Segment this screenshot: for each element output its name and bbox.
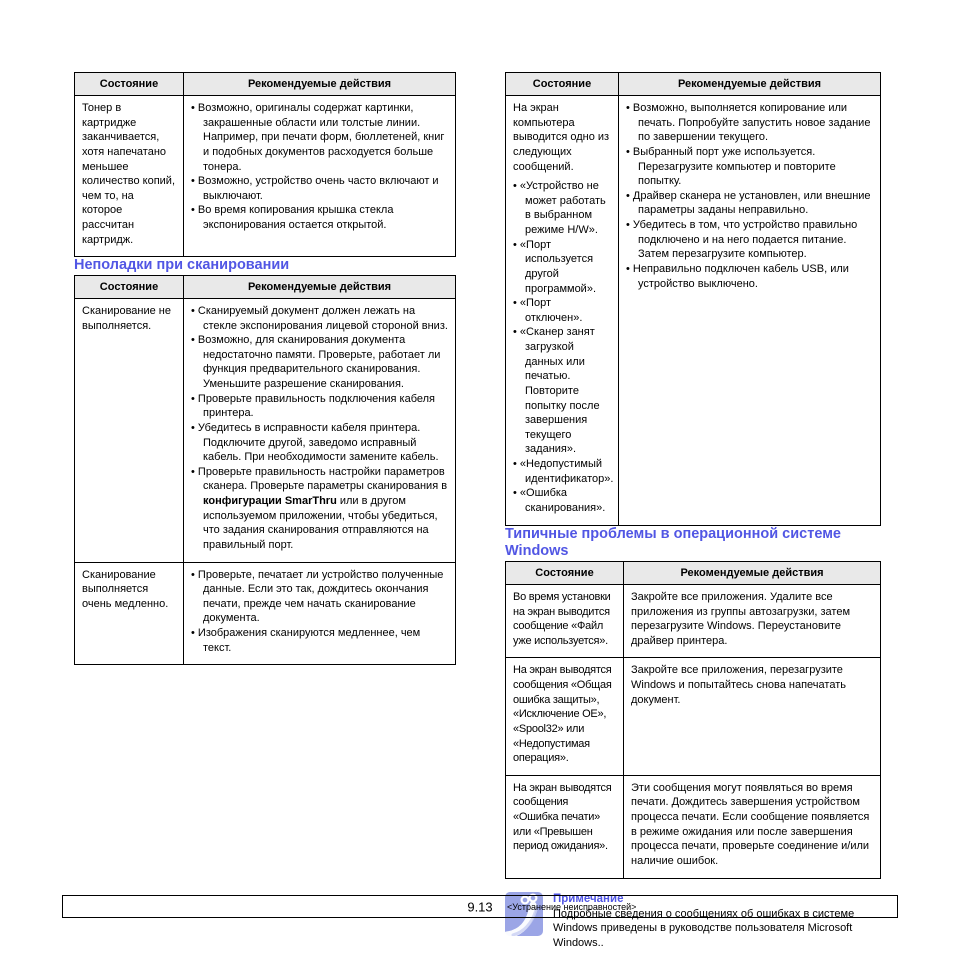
actions-list (191, 568, 448, 656)
bullet-item: • Возможно, для сканирования документа недостаточно памяти. Проверьте, работает ли функция предварительного сканирования. Уменьшите разрешение сканирования. (191, 333, 448, 392)
bullet-item: • Убедитесь в том, что устройство правильно подключено и на него подается питание. Затем перезагрузите компьютер. (626, 218, 873, 262)
column-header-state: Состояние (506, 73, 619, 96)
page-footer (62, 892, 898, 918)
bullet-item: • Проверьте правильность подключения кабеля принтера. (191, 392, 448, 421)
cell-condition (506, 96, 619, 526)
bullet-item (191, 465, 448, 553)
table-header-row (75, 275, 456, 298)
bullet-item: • «Ошибка сканирования». (513, 486, 611, 515)
toner-table (74, 72, 456, 257)
cell-actions: Эти сообщения могут появляться во время печати. Дождитесь завершения устройством процесса печати. Если сообщение появляется в режиме ожидания или после завершения процесса печати, проверьте соединение и/или наличие ошибок. (624, 775, 881, 878)
cell-actions (184, 562, 456, 665)
cell-condition: Тонер в картридже заканчивается, хотя напечатано меньшее количество копий, чем то, на которое рассчитан картридж. (75, 96, 184, 257)
bullet-item: • Возможно, оригиналы содержат картинки, закрашенные области или толстые линии. Например, при печати форм, бюллетеней, книг и подобных документов расходуется больше тонера. (191, 101, 448, 174)
column-header-actions: Рекомендуемые действия (184, 275, 456, 298)
table-row (75, 96, 456, 257)
column-header-state: Состояние (75, 275, 184, 298)
column-header-actions: Рекомендуемые действия (184, 73, 456, 96)
bullet-item: • Изображения сканируются медленнее, чем текст. (191, 626, 448, 655)
right-column (505, 72, 881, 950)
cell-condition: На экран выводятся сообщения «Общая ошибка защиты», «Исключение OE», «Spool32» или «Недопустимая операция». (506, 658, 624, 775)
cell-actions: Закройте все приложения, перезагрузите Windows и попытайтесь снова напечатать документ. (624, 658, 881, 775)
actions-list (191, 101, 448, 233)
bullet-item: • «Устройство не может работать в выбранном режиме H/W». (513, 179, 611, 238)
table-header-row (75, 73, 456, 96)
actions-list (191, 304, 448, 553)
condition-intro: На экран компьютера выводится одно из следующих сообщений. (513, 102, 610, 173)
table-row (506, 584, 881, 658)
bullet-item: • Сканируемый документ должен лежать на стекле экспонирования лицевой стороной вниз. (191, 304, 448, 333)
bullet-item: • Проверьте, печатает ли устройство полученные данные. Если это так, дождитесь окончания печати, прежде чем начать сканирование документа. (191, 568, 448, 627)
scan-issues-heading: Неполадки при сканировании (74, 257, 290, 274)
column-header-actions: Рекомендуемые действия (619, 73, 881, 96)
cell-actions (184, 298, 456, 562)
bullet-item: • Выбранный порт уже используется. Перезагрузите компьютер и повторите попытку. (626, 145, 873, 189)
cell-actions: Закройте все приложения. Удалите все приложения из группы автозагрузки, затем перезагрузите Windows. Переустановите драйвер принтера. (624, 584, 881, 658)
bullet-item: • Во время копирования крышка стекла экспонирования остается открытой. (191, 203, 448, 232)
bullet-item: • «Недопустимый идентификатор». (513, 457, 611, 486)
bullet-item: • «Сканер занят загрузкой данных или печатью. Повторите попытку после завершения текущего задания». (513, 325, 611, 457)
table-row (506, 96, 881, 526)
table-row (506, 658, 881, 775)
messages-list (513, 179, 614, 515)
cell-actions (184, 96, 456, 257)
table-row (75, 298, 456, 562)
note-title: Примечание (553, 892, 624, 905)
bullet-item: • Драйвер сканера не установлен, или внешние параметры заданы неправильно. (626, 189, 873, 218)
cell-condition: Во время установки на экран выводится сообщение «Файл уже используется». (506, 584, 624, 658)
page-number: 9.13 (467, 899, 493, 914)
cell-condition: Сканирование не выполняется. (75, 298, 184, 562)
bullet-item: • Возможно, устройство очень часто включают и выключают. (191, 174, 448, 203)
table-row (506, 775, 881, 878)
scan-issues-table (74, 275, 456, 665)
error-messages-table (505, 72, 881, 526)
windows-issues-heading: Типичные проблемы в операционной системе Windows (505, 525, 841, 560)
windows-issues-table (505, 561, 881, 879)
bold-term: конфигурации SmarThru (203, 495, 337, 508)
bullet-item: • Возможно, выполняется копирование или печать. Попробуйте запустить новое задание по завершении текущего. (626, 101, 873, 145)
table-header-row (506, 73, 881, 96)
column-header-state: Состояние (75, 73, 184, 96)
cell-actions (619, 96, 881, 526)
actions-list (626, 101, 873, 291)
bullet-item: • Неправильно подключен кабель USB, или устройство выключено. (626, 262, 873, 291)
action-text: Проверьте правильность настройки параметров сканера. Проверьте параметры сканирования в (197, 465, 448, 493)
footer-section-title: <Устранение неисправностей> (507, 901, 637, 912)
bullet-item: • «Порт отключен». (513, 296, 611, 325)
table-row (75, 562, 456, 665)
action-text: или в другом используемом приложении, чтобы убедиться, что задания сканирования отправляются на правильный порт. (203, 495, 438, 551)
note-text: Подробные сведения о сообщениях об ошибках в системе Windows приведены в руководстве пользователя Microsoft Windows.. (553, 907, 855, 949)
table-header-row (506, 561, 881, 584)
cell-condition: На экран выводятся сообщения «Ошибка печати» или «Превышен период ожидания». (506, 775, 624, 878)
bullet-item: • «Порт используется другой программой». (513, 238, 611, 297)
left-column (74, 72, 456, 665)
cell-condition: Сканирование выполняется очень медленно. (75, 562, 184, 665)
column-header-state: Состояние (506, 561, 624, 584)
bullet-item: • Убедитесь в исправности кабеля принтера. Подключите другой, заведомо исправный кабель. При необходимости замените кабель. (191, 421, 448, 465)
column-header-actions: Рекомендуемые действия (624, 561, 881, 584)
